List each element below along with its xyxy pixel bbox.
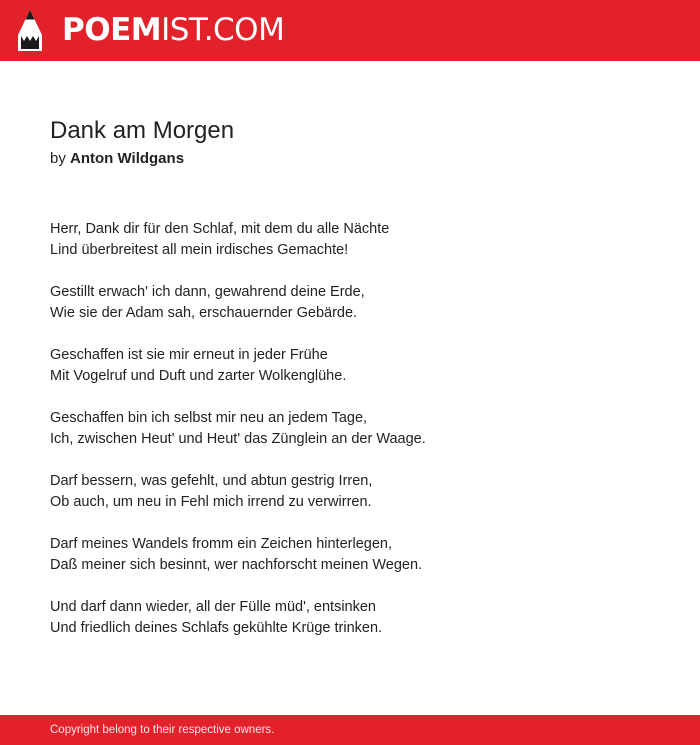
poem-title: Dank am Morgen bbox=[50, 117, 235, 144]
pencil-tip-icon[interactable] bbox=[17, 9, 43, 53]
byline bbox=[50, 149, 184, 169]
poem-line: Wie sie der Adam sah, erschauernder Gebärde. bbox=[50, 305, 358, 321]
stanza bbox=[50, 408, 670, 450]
poem-line: Lind überbreitest all mein irdisches Gemachte! bbox=[50, 242, 349, 258]
stanza bbox=[50, 597, 670, 639]
poem-line: Geschaffen ist sie mir erneut in jeder Frühe bbox=[50, 347, 328, 363]
stanza bbox=[50, 345, 670, 387]
poem-line: Und darf dann wieder, all der Fülle müd', entsinken bbox=[50, 599, 376, 615]
author-name: Anton Wildgans bbox=[70, 150, 185, 167]
poem-line: Ich, zwischen Heut' und Heut' das Zünglein an der Waage. bbox=[50, 431, 426, 447]
stanza bbox=[50, 471, 670, 513]
poem-body bbox=[50, 219, 670, 660]
by-label: by bbox=[50, 150, 66, 167]
logo-bold-part: POEM bbox=[62, 12, 162, 48]
stanza bbox=[50, 534, 670, 576]
poem-line: Geschaffen bin ich selbst mir neu an jedem Tage, bbox=[50, 410, 368, 426]
logo-light-part: IST.COM bbox=[161, 12, 285, 48]
poem-line: Mit Vogelruf und Duft und zarter Wolkenglühe. bbox=[50, 368, 347, 384]
poem-line: Darf bessern, was gefehlt, und abtun gestrig Irren, bbox=[50, 473, 373, 489]
site-header bbox=[0, 0, 700, 61]
site-logo-text[interactable] bbox=[62, 11, 284, 49]
poem-line: Gestillt erwach' ich dann, gewahrend deine Erde, bbox=[50, 284, 365, 300]
site-footer bbox=[0, 715, 700, 745]
stanza bbox=[50, 282, 670, 324]
poem-line: Ob auch, um neu in Fehl mich irrend zu verwirren. bbox=[50, 494, 372, 510]
stanza bbox=[50, 219, 670, 261]
poem-line: Herr, Dank dir für den Schlaf, mit dem du alle Nächte bbox=[50, 221, 390, 237]
poem-line: Darf meines Wandels fromm ein Zeichen hinterlegen, bbox=[50, 536, 392, 552]
copyright-notice: Copyright belong to their respective owners. bbox=[50, 724, 275, 736]
poem-line: Und friedlich deines Schlafs gekühlte Krüge trinken. bbox=[50, 620, 383, 636]
poem-line: Daß meiner sich besinnt, wer nachforscht meinen Wegen. bbox=[50, 557, 423, 573]
